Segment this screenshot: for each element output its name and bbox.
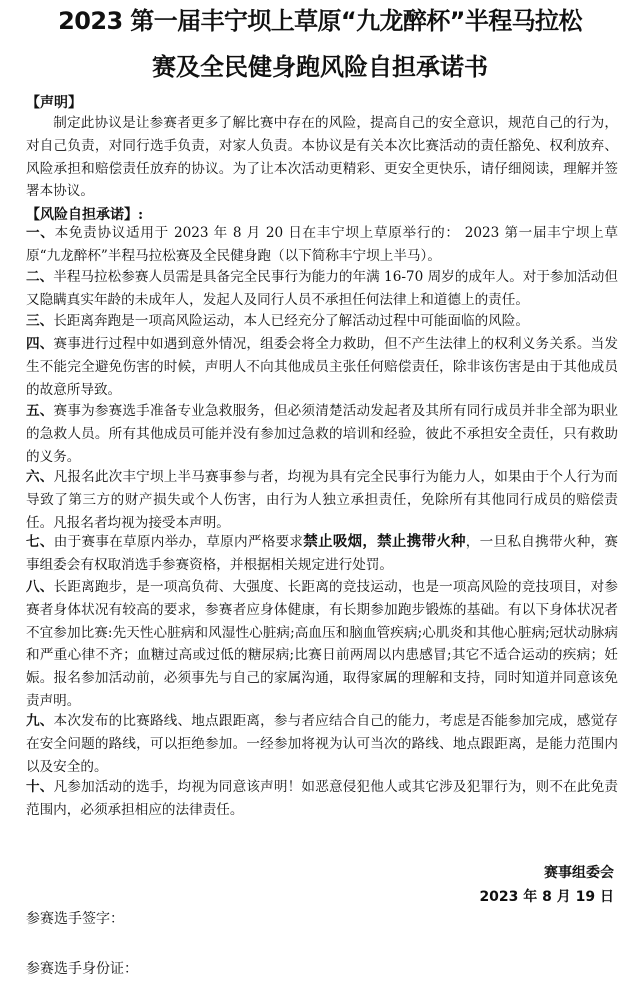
statement-text: 制定此协议是让参赛者更多了解比赛中存在的风险，提高自己的安全意识，规范自己的行为，对自己负责，对同行选手负责，对家人负责。本协议是有关本次比赛活动的责任豁免、权利放弃、风险承担和赔偿责任放弃的协议。为了让本次活动更精彩、更安全更快乐，请仔细阅读，理解并签署本协议。 — [26, 115, 618, 200]
clause-4 — [26, 333, 618, 401]
clause-label: 九、 — [26, 713, 54, 729]
clause-text: 长距离跑步，是一项高负荷、大强度、长距离的竞技运动，也是一项高风险的竞技项目，对参赛者身体状况有较高的要求，参赛者应身体健康，有长期参加跑步锻炼的基础。有以下身体状况者不宜参加比赛:先天性心脏病和风湿性心脏病;高血压和脑血管疾病;心肌炎和其他心脏病;冠状动脉病和严重心律不齐；血糖过高或过低的糖尿病;比赛日前两周以内患感冒;其它不适合运动的疾病；妊娠。报名参加活动前，必须事先与自己的家属沟通，取得家属的理解和支持，同时知道并同意该免责声明。 — [26, 579, 619, 709]
organizer-signature: 赛事组委会 — [544, 865, 614, 881]
clause-label: 四、 — [26, 336, 54, 352]
clause-label: 二、 — [26, 269, 54, 285]
clause-emphasis: 禁止吸烟，禁止携带火种 — [303, 534, 466, 550]
clause-label: 八、 — [26, 579, 54, 595]
clause-6 — [26, 466, 618, 534]
document-title-line2: 赛及全民健身跑风险自担承诺书 — [152, 53, 488, 81]
clause-label: 一、 — [26, 225, 55, 241]
clause-text: 赛事进行过程中如遇到意外情况，组委会将全力救助，但不产生法律上的权利义务关系。当发生不能完全避免伤害的时候，声明人不向其他成员主张任何赔偿责任，除非该伤害是由于其他成员的故意所导致。 — [26, 336, 619, 398]
clause-text: 半程马拉松参赛人员需是具备完全民事行为能力的年满 16-70 周岁的成年人。对于参加活动但又隐瞒真实年龄的未成年人，发起人及同行人员不承担任何法律上和道德上的责任。 — [26, 269, 619, 308]
clause-text: 本次发布的比赛路线、地点跟距离，参与者应结合自己的能力，考虑是否能参加完成，感觉存在安全问题的路线，可以拒绝参加。一经参加将视为认可当次的路线、地点跟距离，是能力范围内以及安全的。 — [26, 713, 619, 775]
clause-text-before: 由于赛事在草原内举办，草原内严格要求 — [53, 534, 304, 550]
participant-signature-label: 参赛选手签字： — [26, 911, 124, 927]
clause-label: 七、 — [26, 534, 54, 550]
document-date: 2023 年 8 月 19 日 — [479, 889, 614, 905]
clause-text: 凡参加活动的选手，均视为同意该声明！如恶意侵犯他人或其它涉及犯罪行为，则不在此免责范围内，必须承担相应的法律责任。 — [26, 779, 619, 818]
clause-text: 长距离奔跑是一项高风险运动，本人已经充分了解活动过程中可能面临的风险。 — [53, 313, 529, 329]
statement-heading: 【声明】 — [26, 95, 82, 111]
clause-label: 三、 — [26, 313, 54, 329]
clause-10 — [26, 776, 618, 822]
clause-text: 赛事为参赛选手准备专业急救服务，但必须清楚活动发起者及其所有同行成员并非全部为职业的急救人员。所有其他成员可能并没有参加过急救的培训和经验，彼此不承担安全责任，只有救助的义务。 — [26, 403, 619, 465]
clause-text: 凡报名此次丰宁坝上半马赛事参与者，均视为具有完全民事行为能力人，如果由于个人行为而导致了第三方的财产损失或个人伤害，由行为人独立承担责任，免除所有其他同行成员的赔偿责任。凡报名者均视为接受本声明。 — [26, 469, 619, 531]
clause-3 — [26, 310, 618, 333]
document-title-line1: 2023 第一届丰宁坝上草原“九龙醉杯”半程马拉松 — [58, 7, 582, 35]
clause-text-after: ，一旦私自携带火种，赛事组委会有权取消选手参赛资格，并根据相关规定进行处罚。 — [26, 534, 619, 573]
participant-id-label: 参赛选手身份证： — [26, 961, 138, 977]
clause-text: 本免责协议适用于 2023 年 8 月 20 日在丰宁坝上草原举行的： 2023 第一届丰宁坝上草原“九龙醉杯”半程马拉松赛及全民健身跑（以下简称丰宁坝上半马）。 — [26, 225, 619, 264]
clause-7 — [26, 531, 618, 577]
clause-label: 十、 — [26, 779, 54, 795]
clause-2 — [26, 266, 618, 312]
commitment-heading: 【风险自担承诺】: — [26, 207, 144, 223]
clause-1 — [26, 222, 618, 268]
clause-8 — [26, 576, 618, 713]
clause-label: 六、 — [26, 469, 54, 485]
clause-9 — [26, 710, 618, 778]
clause-5 — [26, 400, 618, 468]
clause-label: 五、 — [26, 403, 54, 419]
